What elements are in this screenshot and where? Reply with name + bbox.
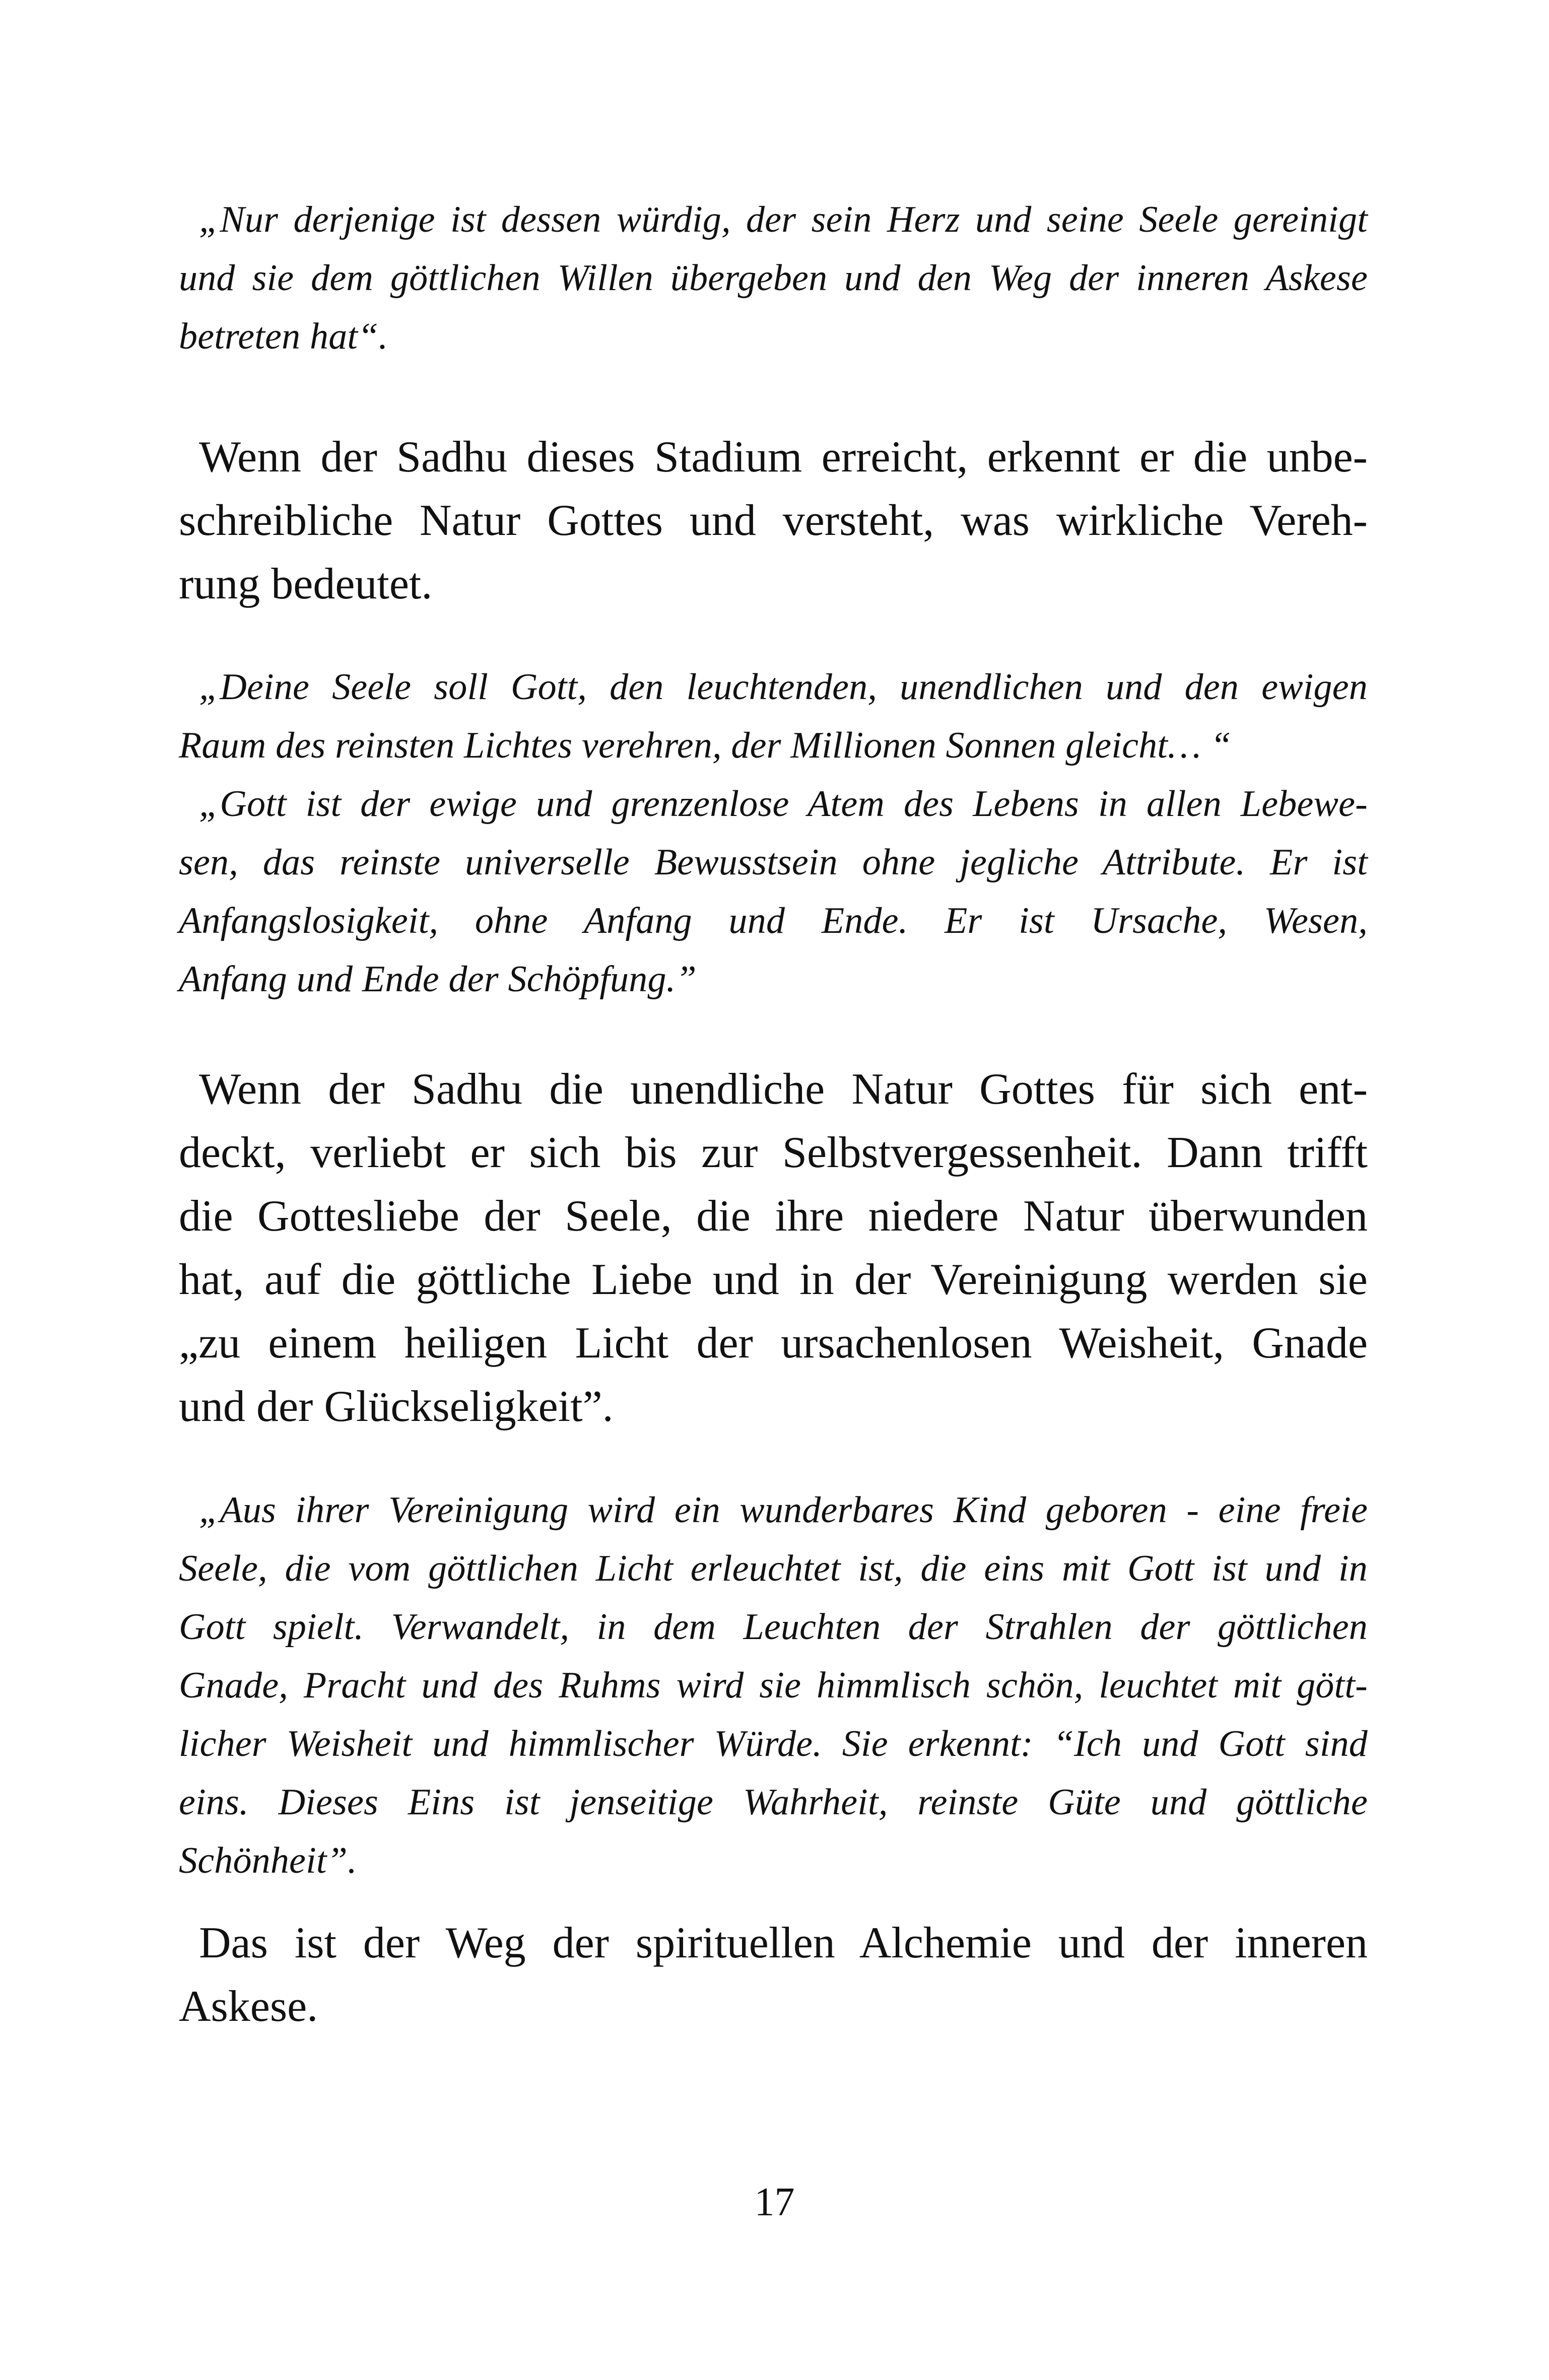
text-line: Gott spielt. Verwandelt, in dem Leuchten der Strahlen der göttlichen — [179, 1606, 1368, 1648]
text-line: „Aus ihrer Vereinigung wird ein wunderbares Kind geboren - eine freie — [199, 1489, 1368, 1531]
text-line: „Nur derjenige ist dessen würdig, der sein Herz und seine Seele gereinigt — [199, 199, 1368, 240]
text-line: sen, das reinste universelle Bewusstsein ohne jegliche Attribute. Er ist — [179, 842, 1368, 883]
text-line: Gnade, Pracht und des Ruhms wird sie himmlisch schön, leuchtet mit gött- — [179, 1665, 1368, 1706]
quote-paragraph-2 — [179, 658, 1368, 1008]
text-line: Wenn der Sadhu die unendliche Natur Gottes für sich ent- — [199, 1065, 1368, 1114]
text-line: Wenn der Sadhu dieses Stadium erreicht, erkennt er die unbe- — [199, 433, 1368, 482]
text-line: betreten hat“. — [179, 316, 388, 357]
page-number: 17 — [754, 2180, 795, 2224]
text-line: Askese. — [179, 1982, 318, 2031]
text-line: „Gott ist der ewige und grenzenlose Atem des Lebens in allen Lebewe- — [199, 783, 1368, 825]
text-line: die Gottesliebe der Seele, die ihre niedere Natur überwunden — [179, 1192, 1368, 1241]
text-line: Anfang und Ende der Schöpfung.” — [179, 959, 697, 1000]
body-paragraph-1 — [179, 426, 1368, 616]
text-line: Anfangslosigkeit, ohne Anfang und Ende. Er ist Ursache, Wesen, — [179, 900, 1368, 941]
text-line: und sie dem göttlichen Willen übergeben und den Weg der inneren Askese — [179, 257, 1368, 299]
body-paragraph-2 — [179, 1058, 1368, 1439]
text-line: Schönheit”. — [179, 1840, 357, 1881]
text-line: Raum des reinsten Lichtes verehren, der Millionen Sonnen gleicht… “ — [179, 725, 1232, 766]
text-line: und der Glückseligkeit”. — [179, 1382, 614, 1431]
text-line: eins. Dieses Eins ist jenseitige Wahrheit, reinste Güte und göttliche — [179, 1782, 1368, 1823]
quote-paragraph-3 — [179, 1481, 1368, 1890]
body-paragraph-3 — [179, 1912, 1368, 2038]
text-line: Das ist der Weg der spirituellen Alchemie und der inneren — [199, 1919, 1368, 1967]
text-line: deckt, verliebt er sich bis zur Selbstvergessenheit. Dann trifft — [179, 1128, 1368, 1177]
text-line: licher Weisheit und himmlischer Würde. Sie erkennt: “Ich und Gott sind — [179, 1723, 1368, 1764]
text-line: „Deine Seele soll Gott, den leuchtenden, unendlichen und den ewigen — [199, 666, 1368, 708]
text-line: Seele, die vom göttlichen Licht erleuchtet ist, die eins mit Gott ist und in — [179, 1548, 1368, 1589]
text-line: „zu einem heiligen Licht der ursachenlosen Weisheit, Gnade — [179, 1319, 1368, 1368]
text-line: hat, auf die göttliche Liebe und in der Vereinigung werden sie — [179, 1255, 1368, 1304]
text-line: rung bedeutet. — [179, 560, 433, 608]
quote-paragraph-1 — [179, 190, 1368, 366]
text-line: schreibliche Natur Gottes und versteht, was wirkliche Vereh- — [179, 496, 1368, 545]
